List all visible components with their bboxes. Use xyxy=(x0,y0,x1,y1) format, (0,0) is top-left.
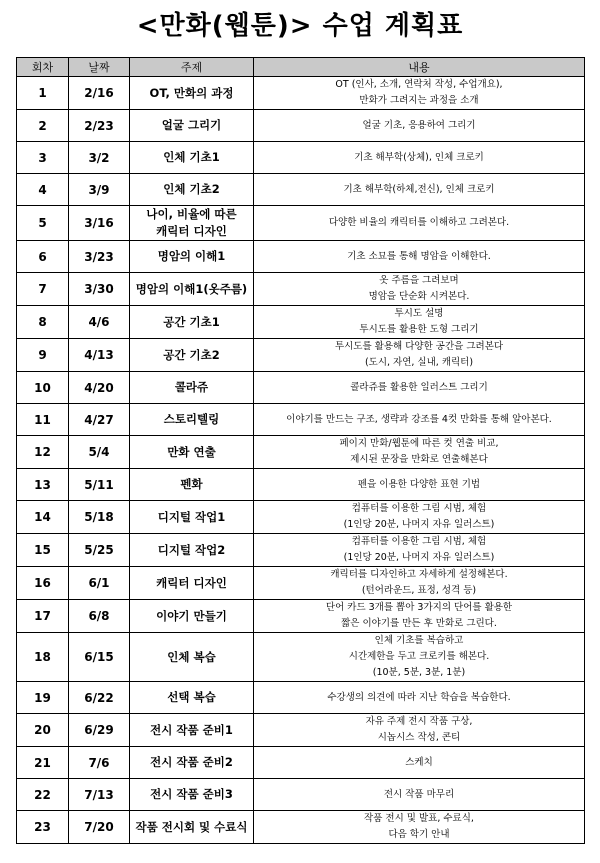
table-row xyxy=(17,241,585,273)
session-topic: 작품 전시회 및 수료식 xyxy=(130,811,254,844)
session-date: 7/6 xyxy=(69,747,130,779)
session-content xyxy=(254,682,585,714)
session-number: 8 xyxy=(17,306,69,339)
session-topic: 전시 작품 준비1 xyxy=(130,714,254,747)
session-content xyxy=(254,241,585,273)
session-number: 4 xyxy=(17,174,69,206)
content-line: 기초 해부학(하체,전신), 인체 크로키 xyxy=(343,183,495,195)
content-line: 캐릭터를 디자인하고 자세하게 설정해본다. xyxy=(330,569,508,580)
session-date: 3/9 xyxy=(69,174,130,206)
content-line: (턴어라운드, 표정, 성격 등) xyxy=(361,585,477,596)
session-topic: 디지털 작업2 xyxy=(130,534,254,567)
session-date: 3/23 xyxy=(69,241,130,273)
session-topic: OT, 만화의 과정 xyxy=(130,77,254,110)
content-line: 인체 기초를 복습하고 xyxy=(374,635,464,646)
table-row xyxy=(17,779,585,811)
session-date: 4/6 xyxy=(69,306,130,339)
session-number: 21 xyxy=(17,747,69,779)
session-number: 22 xyxy=(17,779,69,811)
session-content xyxy=(254,174,585,206)
table-row xyxy=(17,436,585,469)
session-topic: 공간 기초1 xyxy=(130,306,254,339)
session-number: 5 xyxy=(17,206,69,241)
session-number: 23 xyxy=(17,811,69,844)
session-number: 2 xyxy=(17,110,69,142)
session-topic: 명암의 이해1 xyxy=(130,241,254,273)
content-line: 전시 작품 마무리 xyxy=(383,788,455,800)
session-date: 4/20 xyxy=(69,372,130,404)
content-line: 컴퓨터를 이용한 그림 시범, 체험 xyxy=(351,503,487,514)
table-row xyxy=(17,142,585,174)
session-content xyxy=(254,633,585,682)
session-topic: 전시 작품 준비2 xyxy=(130,747,254,779)
content-line: 만화가 그려지는 과정을 소개 xyxy=(359,95,479,106)
table-row xyxy=(17,682,585,714)
table-row xyxy=(17,501,585,534)
content-line: 투시도를 활용해 다양한 공간을 그려본다 xyxy=(334,341,504,352)
content-line: 자유 주제 전시 작품 구상, xyxy=(365,716,473,727)
content-line: 다양한 비율의 캐릭터를 이해하고 그려본다. xyxy=(328,217,510,228)
session-content xyxy=(254,110,585,142)
content-line: 컴퓨터를 이용한 그림 시범, 체험 xyxy=(351,536,487,547)
session-content xyxy=(254,747,585,779)
content-line: 명암을 단순화 시켜본다. xyxy=(368,291,470,302)
table-row xyxy=(17,811,585,844)
session-date: 5/4 xyxy=(69,436,130,469)
session-content xyxy=(254,142,585,174)
session-content xyxy=(254,779,585,811)
session-topic: 스토리텔링 xyxy=(130,404,254,436)
session-date: 6/22 xyxy=(69,682,130,714)
session-content xyxy=(254,273,585,306)
session-topic: 인체 복습 xyxy=(130,633,254,682)
session-number: 12 xyxy=(17,436,69,469)
table-row xyxy=(17,273,585,306)
session-topic: 펜화 xyxy=(130,469,254,501)
session-number: 16 xyxy=(17,567,69,600)
table-row xyxy=(17,306,585,339)
session-topic: 공간 기초2 xyxy=(130,339,254,372)
content-line: 옷 주름을 그려보며 xyxy=(379,275,459,286)
session-topic xyxy=(130,206,254,241)
header-content: 내용 xyxy=(254,58,585,77)
session-topic: 콜라쥬 xyxy=(130,372,254,404)
session-content xyxy=(254,501,585,534)
session-topic: 인체 기초2 xyxy=(130,174,254,206)
header-num: 회차 xyxy=(17,58,69,77)
header-topic: 주제 xyxy=(130,58,254,77)
session-number: 18 xyxy=(17,633,69,682)
content-line: OT (인사, 소개, 연락처 작성, 수업개요), xyxy=(335,79,503,90)
content-line: 콜라쥬를 활용한 일러스트 그리기 xyxy=(350,381,488,393)
session-content xyxy=(254,567,585,600)
session-date: 3/2 xyxy=(69,142,130,174)
session-date: 3/16 xyxy=(69,206,130,241)
session-date: 3/30 xyxy=(69,273,130,306)
table-row xyxy=(17,534,585,567)
topic-line: 캐릭터 디자인 xyxy=(156,224,227,238)
session-date: 2/16 xyxy=(69,77,130,110)
session-content xyxy=(254,469,585,501)
session-content xyxy=(254,206,585,241)
session-date: 6/29 xyxy=(69,714,130,747)
content-line: 수강생의 의견에 따라 지난 학습을 복습한다. xyxy=(327,691,511,703)
session-number: 15 xyxy=(17,534,69,567)
session-content xyxy=(254,77,585,110)
content-line: 기초 소묘를 통해 명암을 이해한다. xyxy=(347,250,491,262)
session-number: 17 xyxy=(17,600,69,633)
session-content xyxy=(254,600,585,633)
session-number: 13 xyxy=(17,469,69,501)
table-body xyxy=(17,77,585,844)
session-content xyxy=(254,372,585,404)
table-row xyxy=(17,633,585,682)
session-date: 6/1 xyxy=(69,567,130,600)
content-line: 얼굴 기초, 응용하여 그리기 xyxy=(362,119,476,131)
session-content xyxy=(254,436,585,469)
content-line: (1인당 20분, 나머지 자유 일러스트) xyxy=(343,519,495,530)
session-topic: 얼굴 그리기 xyxy=(130,110,254,142)
session-date: 2/23 xyxy=(69,110,130,142)
session-date: 6/15 xyxy=(69,633,130,682)
content-line: 투시도 설명 xyxy=(394,308,444,319)
session-content xyxy=(254,404,585,436)
session-date: 4/13 xyxy=(69,339,130,372)
session-topic: 만화 연출 xyxy=(130,436,254,469)
table-row xyxy=(17,567,585,600)
content-line: (도시, 자연, 실내, 캐릭터) xyxy=(364,357,474,368)
session-content xyxy=(254,339,585,372)
table-row xyxy=(17,110,585,142)
session-date: 5/25 xyxy=(69,534,130,567)
session-topic: 인체 기초1 xyxy=(130,142,254,174)
session-number: 6 xyxy=(17,241,69,273)
session-topic: 선택 복습 xyxy=(130,682,254,714)
session-date: 6/8 xyxy=(69,600,130,633)
table-row xyxy=(17,747,585,779)
content-line: 다음 학기 안내 xyxy=(388,829,450,840)
session-topic: 디지털 작업1 xyxy=(130,501,254,534)
table-row xyxy=(17,339,585,372)
session-number: 19 xyxy=(17,682,69,714)
header-date: 날짜 xyxy=(69,58,130,77)
table-row xyxy=(17,77,585,110)
schedule-table xyxy=(16,57,585,844)
session-number: 3 xyxy=(17,142,69,174)
session-date: 7/13 xyxy=(69,779,130,811)
content-line: (10분, 5분, 3분, 1분) xyxy=(372,667,466,678)
table-row xyxy=(17,372,585,404)
session-date: 4/27 xyxy=(69,404,130,436)
table-header-row xyxy=(17,58,585,77)
session-number: 1 xyxy=(17,77,69,110)
content-line: 짧은 이야기를 만든 후 만화로 그린다. xyxy=(341,618,497,629)
session-number: 9 xyxy=(17,339,69,372)
topic-line: 나이, 비율에 따른 xyxy=(146,207,237,221)
session-date: 7/20 xyxy=(69,811,130,844)
session-number: 7 xyxy=(17,273,69,306)
session-number: 14 xyxy=(17,501,69,534)
content-line: 투시도를 활용한 도형 그리기 xyxy=(359,324,479,335)
session-topic: 캐릭터 디자인 xyxy=(130,567,254,600)
table-row xyxy=(17,404,585,436)
session-content xyxy=(254,306,585,339)
content-line: (1인당 20분, 나머지 자유 일러스트) xyxy=(343,552,495,563)
table-row xyxy=(17,174,585,206)
session-content xyxy=(254,534,585,567)
content-line: 단어 카드 3개를 뽑아 3가지의 단어를 활용한 xyxy=(325,602,513,613)
content-line: 페이지 만화/웹툰에 따른 컷 연출 비교, xyxy=(339,438,499,449)
session-number: 20 xyxy=(17,714,69,747)
table-row xyxy=(17,206,585,241)
session-date: 5/18 xyxy=(69,501,130,534)
content-line: 스케치 xyxy=(405,756,433,768)
content-line: 작품 전시 및 발표, 수료식, xyxy=(364,813,474,824)
session-topic: 전시 작품 준비3 xyxy=(130,779,254,811)
table-row xyxy=(17,600,585,633)
page-title: <만화(웹툰)> 수업 계획표 xyxy=(136,11,464,41)
content-line: 시간제한을 두고 크로키를 해본다. xyxy=(348,651,490,662)
session-content xyxy=(254,714,585,747)
session-topic: 이야기 만들기 xyxy=(130,600,254,633)
session-topic: 명암의 이해1(옷주름) xyxy=(130,273,254,306)
content-line: 이야기를 만드는 구조, 생략과 강조를 4컷 만화를 통해 알아본다. xyxy=(286,413,552,425)
session-number: 10 xyxy=(17,372,69,404)
content-line: 시놉시스 작성, 콘티 xyxy=(377,732,461,743)
content-line: 기초 해부학(상체), 인체 크로키 xyxy=(354,151,484,163)
session-number: 11 xyxy=(17,404,69,436)
session-content xyxy=(254,811,585,844)
session-date: 5/11 xyxy=(69,469,130,501)
content-line: 제시된 문장을 만화로 연출해본다 xyxy=(350,454,488,465)
content-line: 펜을 이용한 다양한 표현 기법 xyxy=(357,478,481,490)
table-row xyxy=(17,714,585,747)
table-row xyxy=(17,469,585,501)
